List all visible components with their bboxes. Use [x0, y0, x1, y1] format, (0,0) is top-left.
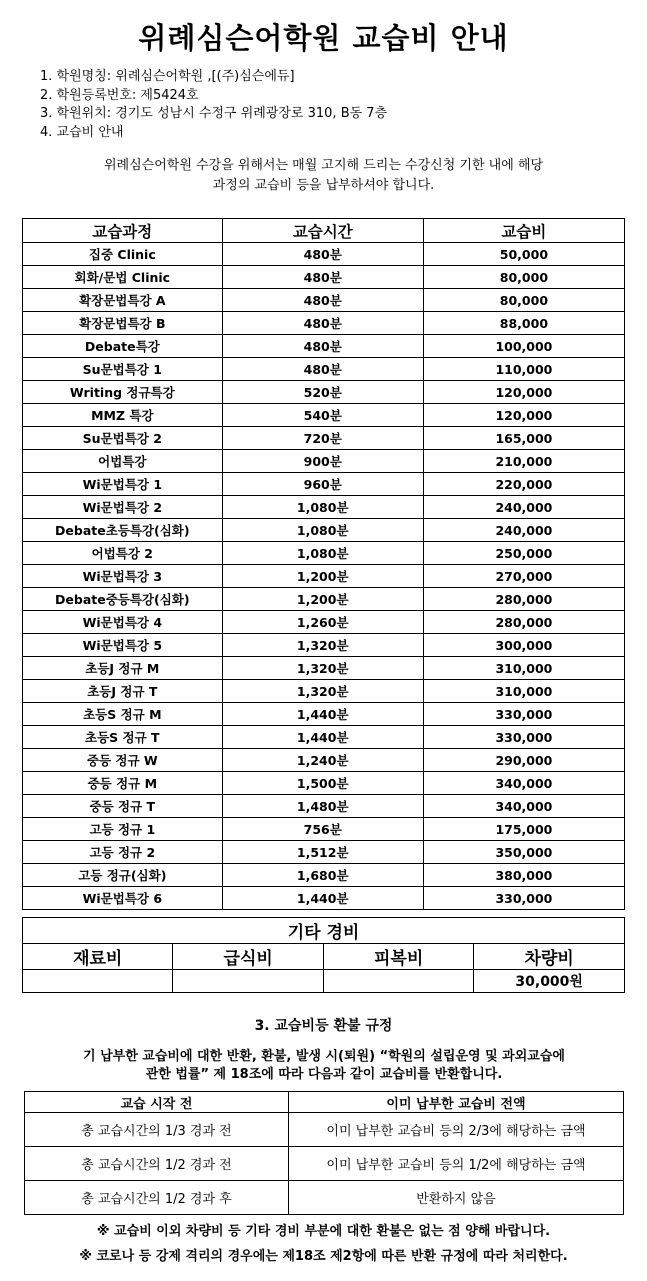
extra-expenses-title: 기타 경비: [23, 918, 625, 944]
course-hours: 1,200분: [222, 565, 423, 588]
fee-row: [23, 519, 625, 542]
payment-notice: [20, 156, 627, 196]
fee-row: [23, 565, 625, 588]
fee-row: [23, 496, 625, 519]
course-name: Su문법특강 1: [23, 358, 223, 381]
footnote-quarantine: ※ 코로나 등 강제 격리의 경우에는 제18조 제2항에 따른 반환 규정에 따라 처리한다.: [79, 1249, 568, 1264]
course-name: Wi문법특강 3: [23, 565, 223, 588]
course-name: 중등 정규 W: [23, 749, 223, 772]
course-fee: 165,000: [423, 427, 624, 450]
fee-table: [22, 218, 625, 910]
course-fee: 88,000: [423, 312, 624, 335]
course-name: 초등S 정규 T: [23, 726, 223, 749]
refund-amount: 반환하지 않음: [289, 1181, 624, 1215]
course-fee: 330,000: [423, 703, 624, 726]
course-name: Wi문법특강 2: [23, 496, 223, 519]
course-fee: 240,000: [423, 496, 624, 519]
refund-amount: 이미 납부한 교습비 등의 2/3에 해당하는 금액: [289, 1113, 624, 1147]
fee-row: [23, 887, 625, 910]
fee-row: [23, 358, 625, 381]
course-name: Debate중등특강(심화): [23, 588, 223, 611]
course-hours: 1,260분: [222, 611, 423, 634]
fee-row: [23, 864, 625, 887]
course-fee: 340,000: [423, 772, 624, 795]
course-fee: 350,000: [423, 841, 624, 864]
course-name: 고등 정규(심화): [23, 864, 223, 887]
course-fee: 80,000: [423, 289, 624, 312]
refund-intro-line: 관한 법률” 제 18조에 따라 다음과 같이 교습비를 반환합니다.: [145, 1067, 503, 1082]
course-fee: 240,000: [423, 519, 624, 542]
fee-row: [23, 404, 625, 427]
course-name: 초등S 정규 M: [23, 703, 223, 726]
course-hours: 1,480분: [222, 795, 423, 818]
course-hours: 1,080분: [222, 496, 423, 519]
fee-row: [23, 588, 625, 611]
fee-row: [23, 335, 625, 358]
course-name: 어법특강: [23, 450, 223, 473]
value-materials: [23, 970, 173, 993]
course-name: 고등 정규 1: [23, 818, 223, 841]
info-fee-heading: 4. 교습비 안내: [40, 124, 124, 140]
course-hours: 1,512분: [222, 841, 423, 864]
value-vehicle: 30,000원: [474, 970, 625, 993]
course-fee: 80,000: [423, 266, 624, 289]
refund-header-period: 교습 시작 전: [25, 1092, 289, 1113]
course-fee: 270,000: [423, 565, 624, 588]
course-hours: 480분: [222, 335, 423, 358]
course-name: MMZ 특강: [23, 404, 223, 427]
header-materials: 재료비: [23, 944, 173, 970]
course-hours: 480분: [222, 312, 423, 335]
course-fee: 330,000: [423, 887, 624, 910]
refund-section-title: 3. 교습비등 환불 규정: [254, 1018, 393, 1034]
course-name: Su문법특강 2: [23, 427, 223, 450]
course-fee: 120,000: [423, 381, 624, 404]
fee-table-header: [23, 219, 625, 243]
notice-line: 위례심슨어학원 수강을 위해서는 매월 고지해 드리는 수강신청 기한 내에 해당: [103, 158, 544, 173]
course-hours: 1,680분: [222, 864, 423, 887]
info-location: 3. 학원위치: 경기도 성남시 수정구 위례광장로 310, B동 7층: [40, 106, 388, 121]
course-hours: 1,440분: [222, 726, 423, 749]
fee-row: [23, 450, 625, 473]
course-hours: 480분: [222, 266, 423, 289]
course-fee: 310,000: [423, 657, 624, 680]
notice-line: 과정의 교습비 등을 납부하셔야 합니다.: [212, 178, 435, 193]
footnote-extra-refund: ※ 교습비 이외 차량비 등 기타 경비 부분에 대한 환불은 없는 점 양해 바랍니다.: [96, 1224, 551, 1239]
fee-row: [23, 542, 625, 565]
course-name: 확장문법특강 A: [23, 289, 223, 312]
fee-row: [23, 703, 625, 726]
fee-row: [23, 726, 625, 749]
fee-row: [23, 427, 625, 450]
course-fee: 310,000: [423, 680, 624, 703]
fee-row: [23, 243, 625, 266]
header-meals: 급식비: [173, 944, 323, 970]
fee-row: [23, 289, 625, 312]
course-hours: 900분: [222, 450, 423, 473]
course-fee: 120,000: [423, 404, 624, 427]
course-hours: 720분: [222, 427, 423, 450]
fee-row: [23, 611, 625, 634]
header-fee: 교습비: [423, 219, 624, 243]
course-hours: 1,320분: [222, 680, 423, 703]
course-name: 중등 정규 M: [23, 772, 223, 795]
refund-period: 총 교습시간의 1/2 경과 후: [25, 1181, 289, 1215]
header-uniform: 피복비: [323, 944, 473, 970]
course-hours: 1,200분: [222, 588, 423, 611]
info-registration: 2. 학원등록번호: 제5424호: [40, 87, 199, 103]
course-hours: 1,080분: [222, 542, 423, 565]
info-name: 1. 학원명칭: 위례심슨어학원 ,[(주)심슨에듀]: [40, 69, 295, 84]
course-name: Wi문법특강 5: [23, 634, 223, 657]
course-hours: 960분: [222, 473, 423, 496]
extra-expenses-table: [22, 917, 625, 993]
course-name: 중등 정규 T: [23, 795, 223, 818]
fee-row: [23, 473, 625, 496]
course-fee: 380,000: [423, 864, 624, 887]
course-fee: 290,000: [423, 749, 624, 772]
course-hours: 756분: [222, 818, 423, 841]
course-name: Wi문법특강 4: [23, 611, 223, 634]
course-fee: 175,000: [423, 818, 624, 841]
course-name: 회화/문법 Clinic: [23, 266, 223, 289]
refund-amount: 이미 납부한 교습비 등의 1/2에 해당하는 금액: [289, 1147, 624, 1181]
course-fee: 250,000: [423, 542, 624, 565]
course-name: 집중 Clinic: [23, 243, 223, 266]
course-hours: 520분: [222, 381, 423, 404]
course-hours: 1,320분: [222, 634, 423, 657]
course-hours: 1,240분: [222, 749, 423, 772]
value-meals: [173, 970, 323, 993]
course-fee: 280,000: [423, 588, 624, 611]
fee-row: [23, 749, 625, 772]
course-name: 초등J 정규 M: [23, 657, 223, 680]
course-hours: 540분: [222, 404, 423, 427]
course-fee: 280,000: [423, 611, 624, 634]
course-name: 어법특강 2: [23, 542, 223, 565]
course-name: 초등J 정규 T: [23, 680, 223, 703]
fee-row: [23, 657, 625, 680]
header-vehicle: 차량비: [474, 944, 625, 970]
course-fee: 330,000: [423, 726, 624, 749]
course-fee: 300,000: [423, 634, 624, 657]
academy-info: [40, 68, 387, 142]
fee-row: [23, 381, 625, 404]
course-name: Wi문법특강 1: [23, 473, 223, 496]
refund-intro-line: 기 납부한 교습비에 대한 반환, 환불, 발생 시(퇴원) “학원의 설립운영 및 과외교습에: [83, 1049, 565, 1064]
course-name: 확장문법특강 B: [23, 312, 223, 335]
fee-row: [23, 795, 625, 818]
course-name: Debate초등특강(심화): [23, 519, 223, 542]
refund-table: [24, 1091, 624, 1215]
fee-row: [23, 312, 625, 335]
fee-row: [23, 634, 625, 657]
course-fee: 220,000: [423, 473, 624, 496]
fee-row: [23, 266, 625, 289]
course-fee: 100,000: [423, 335, 624, 358]
course-name: Debate특강: [23, 335, 223, 358]
course-fee: 210,000: [423, 450, 624, 473]
course-name: Writing 정규특강: [23, 381, 223, 404]
course-hours: 480분: [222, 358, 423, 381]
value-uniform: [323, 970, 473, 993]
refund-header-amount: 이미 납부한 교습비 전액: [289, 1092, 624, 1113]
refund-period: 총 교습시간의 1/2 경과 전: [25, 1147, 289, 1181]
course-name: 고등 정규 2: [23, 841, 223, 864]
course-hours: 1,080분: [222, 519, 423, 542]
refund-intro: [24, 1048, 624, 1084]
course-hours: 1,440분: [222, 703, 423, 726]
course-hours: 1,500분: [222, 772, 423, 795]
course-hours: 1,440분: [222, 887, 423, 910]
fee-row: [23, 772, 625, 795]
course-fee: 340,000: [423, 795, 624, 818]
course-name: Wi문법특강 6: [23, 887, 223, 910]
course-fee: 110,000: [423, 358, 624, 381]
fee-row: [23, 841, 625, 864]
header-hours: 교습시간: [222, 219, 423, 243]
refund-period: 총 교습시간의 1/3 경과 전: [25, 1113, 289, 1147]
course-hours: 480분: [222, 243, 423, 266]
course-fee: 50,000: [423, 243, 624, 266]
header-course: 교습과정: [23, 219, 223, 243]
course-hours: 1,320분: [222, 657, 423, 680]
course-hours: 480분: [222, 289, 423, 312]
page-title: 위례심슨어학원 교습비 안내: [138, 21, 509, 55]
fee-row: [23, 818, 625, 841]
fee-row: [23, 680, 625, 703]
